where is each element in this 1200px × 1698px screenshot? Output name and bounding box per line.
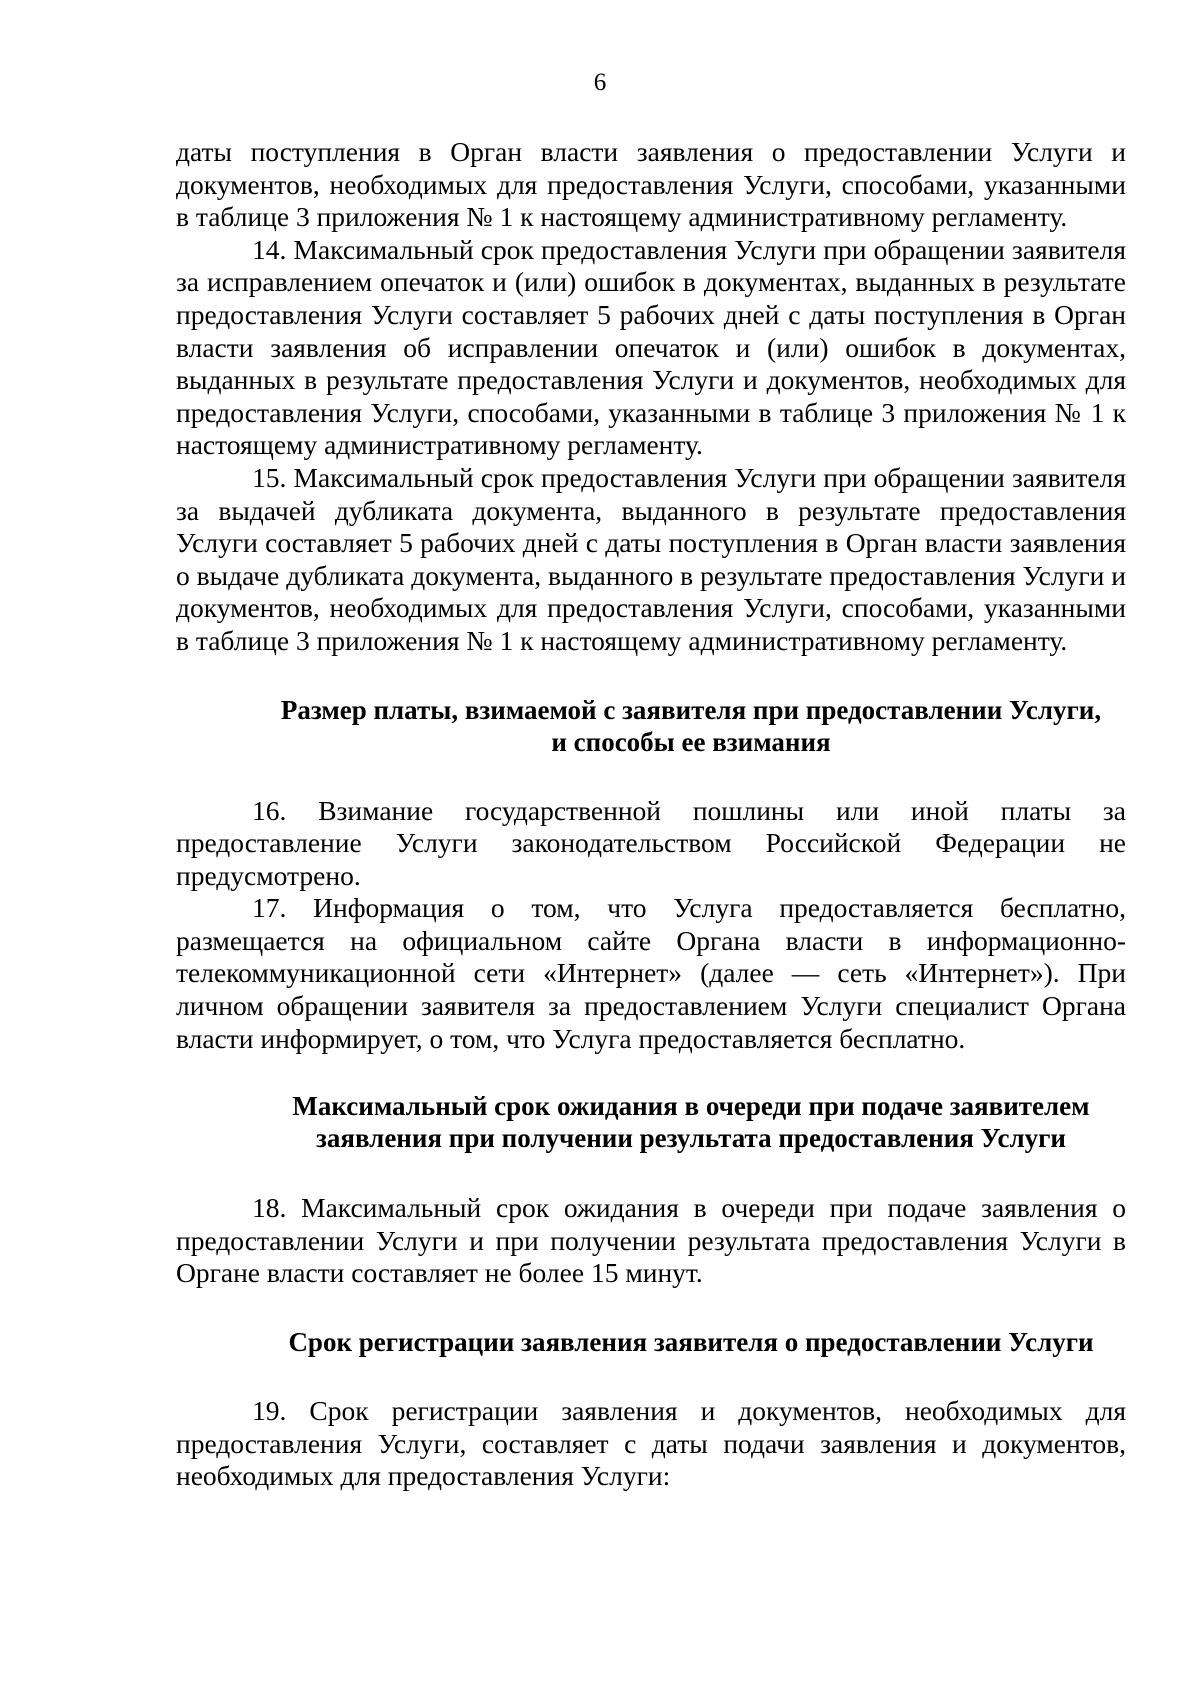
section-heading-fee-line-1: Размер платы, взимаемой с заявителя при предоставлении Услуги, — [280, 694, 1102, 725]
paragraph-continuation: даты поступления в Орган власти заявления о предоставлении Услуги и документов, необходимых для предоставления Услуги, способами, указанными в таблице 3 приложения № 1 к настоящему административному регламенту. — [176, 136, 1126, 233]
document-body — [176, 136, 1126, 1493]
paragraph-14: 14. Максимальный срок предоставления Услуги при обращении заявителя за исправлением опечаток и (или) ошибок в документах, выданных в результате предоставления Услуги составляет 5 рабочих дней с даты поступления в Орган власти заявления об исправлении опечаток и (или) ошибок в документах, выданных в результате предоставления Услуги и документов, необходимых для предоставления Услуги, способами, указанными в таблице 3 приложения № 1 к настоящему административному регламенту. — [176, 233, 1126, 461]
section-heading-queue — [176, 1090, 1126, 1154]
section-heading-registration-line-1: Срок регистрации заявления заявителя о предоставлении Услуги — [288, 1327, 1094, 1358]
section-heading-fee — [176, 694, 1126, 758]
section-heading-queue-line-1: Максимальный срок ожидания в очереди при подаче заявителем — [292, 1091, 1090, 1122]
section-heading-registration — [176, 1326, 1126, 1358]
paragraph-18: 18. Максимальный срок ожидания в очереди при подаче заявления о предоставлении Услуги и при получении результата предоставления Услуги в Органе власти составляет не более 15 минут. — [176, 1192, 1126, 1289]
section-heading-fee-line-2: и способы ее взимания — [551, 726, 831, 757]
section-heading-queue-line-2: заявления при получении результата предоставления Услуги — [315, 1123, 1066, 1154]
paragraph-15: 15. Максимальный срок предоставления Услуги при обращении заявителя за выдачей дубликата документа, выданного в результате предоставления Услуги составляет 5 рабочих дней с даты поступления в Орган власти заявления о выдаче дубликата документа, выданного в результате предоставления Услуги и документов, необходимых для предоставления Услуги, способами, указанными в таблице 3 приложения № 1 к настоящему административному регламенту. — [176, 461, 1126, 656]
paragraph-19: 19. Срок регистрации заявления и документов, необходимых для предоставления Услуги, составляет с даты подачи заявления и документов, необходимых для предоставления Услуги: — [176, 1395, 1126, 1492]
page-number: 6 — [593, 69, 607, 96]
paragraph-16: 16. Взимание государственной пошлины или иной платы за предоставление Услуги законодательством Российской Федерации не предусмотрено. — [176, 794, 1126, 891]
paragraph-17: 17. Информация о том, что Услуга предоставляется бесплатно, размещается на официальном сайте Органа власти в информационно-телекоммуникационной сети «Интернет» (далее — сеть «Интернет»). При личном обращении заявителя за предоставлением Услуги специалист Органа власти информирует, о том, что Услуга предоставляется бесплатно. — [176, 892, 1126, 1054]
